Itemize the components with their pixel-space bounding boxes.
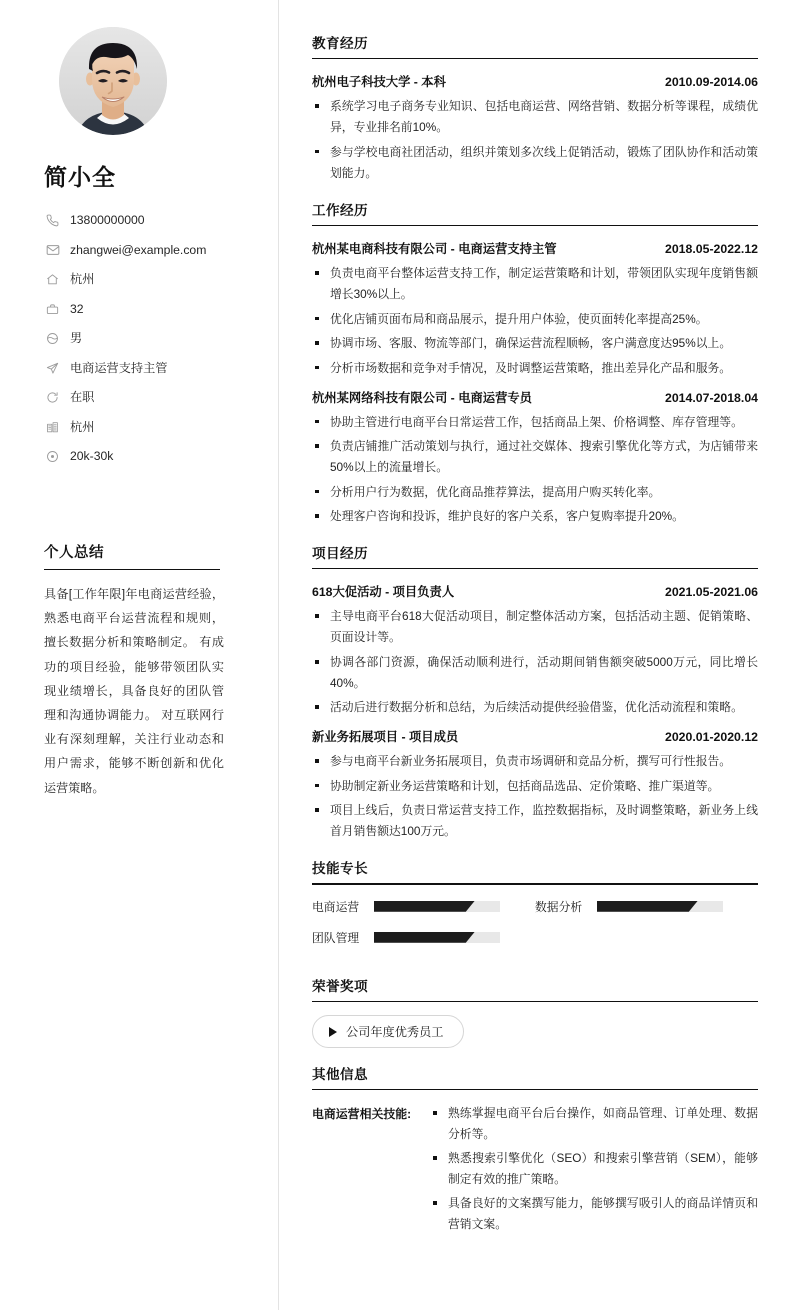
contact-value: 杭州 [70,272,95,287]
building-icon [44,419,61,435]
education-heading: 教育经历 [312,36,368,51]
envelope-icon [44,242,61,258]
entry-header [312,239,758,257]
skill-bar-fill [597,901,698,912]
skill-label: 团队管理 [312,930,360,945]
section-rule [312,1089,758,1090]
contact-value: 在职 [70,390,95,405]
entry-header [312,582,758,600]
gender-icon [44,331,61,347]
skills-grid [312,898,758,960]
other-group-body [430,1103,758,1238]
contact-value: zhangwei@example.com [70,242,207,257]
contact-age [44,297,244,322]
work-entry [312,239,758,378]
contact-phone [44,208,244,233]
summary-section [40,541,244,800]
contact-salary [44,444,244,469]
bullet-list [430,1103,758,1235]
list-item: 协调市场、客服、物流等部门，确保运营流程顺畅，客户满意度达95%以上。 [312,333,758,354]
list-item: 项目上线后，负责日常运营支持工作，监控数据指标，及时调整策略，新业务上线首月销售额达100万元。 [312,800,758,842]
section-rule [312,1001,758,1002]
other-group [312,1103,758,1238]
profile-photo-icon [59,27,167,135]
bullet-list [312,96,758,183]
list-item: 具备良好的文案撰写能力，能够撰写吸引人的商品详情页和营销文案。 [430,1193,758,1235]
skill-bar-track [374,932,500,943]
work-heading: 工作经历 [312,202,368,218]
phone-icon [44,213,61,229]
entry-date: 2010.09-2014.06 [665,75,758,90]
entry-date: 2020.01-2020.12 [665,730,758,745]
project-entry [312,582,758,718]
list-item: 参与电商平台新业务拓展项目，负责市场调研和竞品分析，撰写可行性报告。 [312,751,758,772]
entry-header [312,388,758,406]
section-rule [312,568,758,569]
entry-date: 2014.07-2018.04 [665,390,758,405]
entry-title: 杭州某网络科技有限公司 - 电商运营专员 [312,390,532,405]
list-item: 负责店铺推广活动策划与执行，通过社交媒体、搜索引擎优化等方式，为店铺带来50%以上的流量增长。 [312,436,758,478]
other-group-label: 电商运营相关技能: [312,1107,412,1122]
list-item: 优化店铺页面布局和商品展示，提升用户体验，使页面转化率提高25%。 [312,309,758,330]
contact-email [44,238,244,263]
coin-icon [44,449,61,465]
bullet-list [312,751,758,842]
honor-list [312,1015,758,1048]
briefcase-icon [44,301,61,317]
bullet-list [312,412,758,527]
work-section [312,199,758,527]
sidebar [0,0,278,1310]
list-item: 分析用户行为数据，优化商品推荐算法，提高用户购买转化率。 [312,482,758,503]
section-rule [312,225,758,226]
contact-value: 电商运营支持主管 [70,360,168,375]
page-title: 简小全 [44,164,116,190]
skill-bar-track [597,901,723,912]
projects-heading: 项目经历 [312,546,368,562]
contact-value: 杭州 [70,419,95,434]
contact-value: 男 [70,331,83,346]
other-section [312,1063,758,1238]
list-item: 熟练掌握电商平台后台操作，如商品管理、订单处理、数据分析等。 [430,1103,758,1145]
list-item: 系统学习电子商务专业知识、包括电商运营、网络营销、数据分析等课程，成绩优异，专业排名前10%。 [312,96,758,138]
other-heading: 其他信息 [312,1067,368,1083]
list-item: 参与学校电商社团活动，组织并策划多次线上促销活动，锻炼了团队协作和活动策划能力。 [312,142,758,184]
skill-bar-track [374,901,500,912]
entry-title: 杭州电子科技大学 - 本科 [312,75,446,90]
play-triangle-icon [329,1027,337,1037]
skill-label: 数据分析 [535,899,583,914]
skills-heading: 技能专长 [312,861,368,877]
skill-item [535,898,758,915]
list-item: 活动后进行数据分析和总结，为后续活动提供经验借鉴，优化活动流程和策略。 [312,697,758,718]
contact-status [44,385,244,410]
entry-title: 618大促活动 - 项目负责人 [312,585,455,600]
bullet-list [312,606,758,718]
project-entry [312,727,758,842]
entry-title: 杭州某电商科技有限公司 - 电商运营支持主管 [312,242,557,257]
contact-value: 13800000000 [70,213,145,228]
entry-title: 新业务拓展项目 - 项目成员 [312,730,459,745]
entry-date: 2018.05-2022.12 [665,242,758,257]
contact-location [44,267,244,292]
projects-section [312,542,758,842]
education-entry [312,72,758,183]
main-column [278,0,794,1310]
contact-value: 32 [70,301,84,316]
entry-date: 2021.05-2021.06 [665,585,758,600]
section-rule [312,883,758,884]
honors-heading: 荣誉奖项 [312,978,368,994]
skill-item [312,898,535,915]
list-item: 分析市场数据和竞争对手情况，及时调整运营策略，推出差异化产品和服务。 [312,358,758,379]
education-section [312,32,758,184]
list-item: 主导电商平台618大促活动项目，制定整体活动方案，包括活动主题、促销策略、页面设计等。 [312,606,758,648]
refresh-icon [44,390,61,406]
honor-label: 公司年度优秀员工 [346,1025,444,1040]
contact-city [44,415,244,440]
skill-label: 电商运营 [312,899,360,914]
skill-item [312,929,535,946]
summary-heading: 个人总结 [44,545,104,561]
summary-text: 具备[工作年限]年电商运营经验，熟悉电商平台运营流程和规则，擅长数据分析和策略制定。 有成功的项目经验，能够带领团队实现业绩增长，具备良好的团队管理和沟通协调能力。 对互联网行业有深刻理解，关注行业动态和用户需求，能够不断创新和优化运营策略。 [44,587,224,795]
list-item: 协助制定新业务运营策略和计划，包括商品选品、定价策略、推广渠道等。 [312,776,758,797]
paper-plane-icon [44,360,61,376]
work-entry [312,388,758,527]
entry-header [312,727,758,745]
skill-bar-fill [374,932,475,943]
list-item: 协助主管进行电商平台日常运营工作，包括商品上架、价格调整、库存管理等。 [312,412,758,433]
bullet-list [312,263,758,378]
contact-position [44,356,244,381]
honors-section [312,975,758,1048]
summary-rule [44,569,220,570]
status-badge[interactable] [312,1015,464,1048]
skill-bar-fill [374,901,475,912]
contact-list [44,208,244,469]
contact-gender [44,326,244,351]
list-item: 负责电商平台整体运营支持工作，制定运营策略和计划，带领团队实现年度销售额增长30%以上。 [312,263,758,305]
home-icon [44,272,61,288]
list-item: 熟悉搜索引擎优化（SEO）和搜索引擎营销（SEM），能够制定有效的推广策略。 [430,1148,758,1190]
avatar [59,27,167,135]
column-divider [278,0,279,1310]
list-item: 协调各部门资源，确保活动顺利进行，活动期间销售额突破5000万元，同比增长40%。 [312,652,758,694]
contact-value: 20k-30k [70,449,114,464]
skills-section [312,857,758,959]
entry-header [312,72,758,90]
section-rule [312,58,758,59]
list-item: 处理客户咨询和投诉，维护良好的客户关系，客户复购率提升20%。 [312,506,758,527]
